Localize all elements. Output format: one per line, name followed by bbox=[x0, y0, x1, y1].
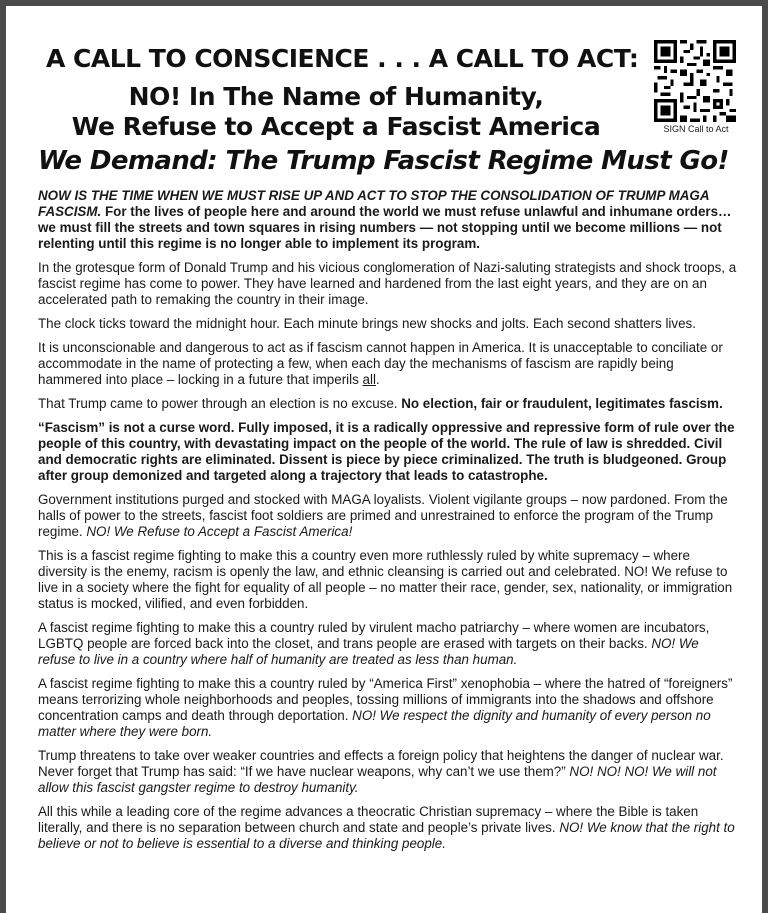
demand-headline: We Demand: The Trump Fascist Regime Must Go! bbox=[38, 146, 729, 176]
paragraph-12-italic: NO! We know that the right to believe or not to believe is essential to a diverse and thinking people. bbox=[38, 820, 735, 851]
paragraph-5 bbox=[38, 396, 738, 412]
paragraph-11-text: Trump threatens to take over weaker countries and effects a foreign policy that heightens the danger of nuclear war. Never forget that Trump has said: “If we have nuclear weapons, why can’t we use them?” bbox=[38, 748, 724, 779]
paragraph-7 bbox=[38, 492, 738, 540]
paragraph-10-text: A fascist regime fighting to make this a country ruled by “America First” xenophobia – where the hatred of “foreigners” means terrorizing whole neighborhoods and peoples, tossing millions of immigrants into the shadows and offshore concentration camps and death through deportation. bbox=[38, 676, 733, 723]
paragraph-11-italic: NO! NO! NO! We will not allow this fascist gangster regime to destroy humanity. bbox=[38, 764, 717, 795]
paragraph-10-italic: NO! We respect the dignity and humanity of every person no matter where they were born. bbox=[38, 708, 711, 739]
paragraph-2: In the grotesque form of Donald Trump and his vicious conglomeration of Nazi-saluting strategists and shock troops, a fascist regime has come to power. They have learned and hardened from the last eight years, and they are on an accelerated path to remaking the country in their image. bbox=[38, 260, 737, 307]
qr-caption: SIGN Call to Act bbox=[663, 124, 729, 134]
paragraph-4-end: . bbox=[375, 372, 380, 387]
paragraph-10 bbox=[38, 676, 738, 740]
paragraph-5-bold: No election, fair or fraudulent, legitimates fascism. bbox=[401, 396, 723, 411]
paragraph-8: This is a fascist regime fighting to make this a country even more ruthlessly ruled by white supremacy – where diversity is the enemy, racism is openly the law, and ethnic cleansing is carried out and celebrated. NO! We refuse to live in a society where the fight for equality of all people – no matter their race, gender, sex, nationality, or immigration status is mocked, vilified, and even forbidden. bbox=[38, 548, 733, 611]
paragraph-7-italic: NO! We Refuse to Accept a Fascist America! bbox=[86, 524, 353, 539]
headline-line-2: NO! In The Name of Humanity, bbox=[128, 82, 544, 111]
paragraph-9-italic: NO! We refuse to live in a country where half of humanity are treated as less than human. bbox=[38, 636, 699, 667]
paragraph-9-text: A fascist regime fighting to make this a country ruled by virulent macho patriarchy – where women are incubators, LGBTQ people are forced back into the closet, and trans people are erased with targets on their backs. bbox=[38, 620, 710, 651]
paragraph-7-text: Government institutions purged and stocked with MAGA loyalists. Violent vigilante groups – now pardoned. From the halls of power to the streets, fascist foot soldiers are primed and unrestrained to enforce the program of the Trump regime. bbox=[38, 492, 728, 539]
paragraph-4 bbox=[38, 340, 738, 388]
paragraph-1-lead: NOW IS THE TIME WHEN WE MUST RISE UP AND ACT TO STOP THE CONSOLIDATION OF TRUMP MAGA FASCISM. bbox=[38, 188, 710, 219]
article-body bbox=[38, 188, 738, 860]
paragraph-3: The clock ticks toward the midnight hour. Each minute brings new shocks and jolts. Each second shatters lives. bbox=[38, 316, 696, 331]
paragraph-1-rest: For the lives of people here and around the world we must refuse unlawful and inhumane orders… we must fill the streets and town squares in rising numbers — not stopping until we become millions — not relenting until this regime is no longer able to implement its program. bbox=[38, 204, 732, 251]
paragraph-4-text: It is unconscionable and dangerous to act as if fascism cannot happen in America. It is unacceptable to conciliate or accommodate in the name of protecting a few, when each day the mechanisms of fascism are rapidly being hammered into place – locking in a future that imperils bbox=[38, 340, 723, 387]
paragraph-6: “Fascism” is not a curse word. Fully imposed, it is a radically oppressive and repressive form of rule over the people of this country, with devastating impact on the people of the world. The rule of law is shredded. Civil and democratic rights are eliminated. Dissent is piece by piece criminalized. The truth is bludgeoned. Group after group demonized and targeted along a trajectory that leads to catastrophe. bbox=[38, 420, 735, 483]
paragraph-11 bbox=[38, 748, 738, 796]
flyer-page bbox=[6, 6, 762, 913]
paragraph-5-text: That Trump came to power through an election is no excuse. bbox=[38, 396, 402, 411]
headline-line-1: A CALL TO CONSCIENCE . . . A CALL TO ACT: bbox=[46, 44, 639, 73]
paragraph-12 bbox=[38, 804, 738, 852]
paragraph-12-text: All this while a leading core of the regime advances a theocratic Christian supremacy – where the Bible is taken literally, and there is no separation between church and state and people’s private lives. bbox=[38, 804, 699, 835]
paragraph-9 bbox=[38, 620, 738, 668]
qr-code-icon[interactable] bbox=[654, 40, 736, 122]
paragraph-1 bbox=[38, 188, 738, 252]
headline-line-3: We Refuse to Accept a Fascist America bbox=[71, 112, 601, 141]
paragraph-4-underlined: all bbox=[362, 372, 376, 387]
